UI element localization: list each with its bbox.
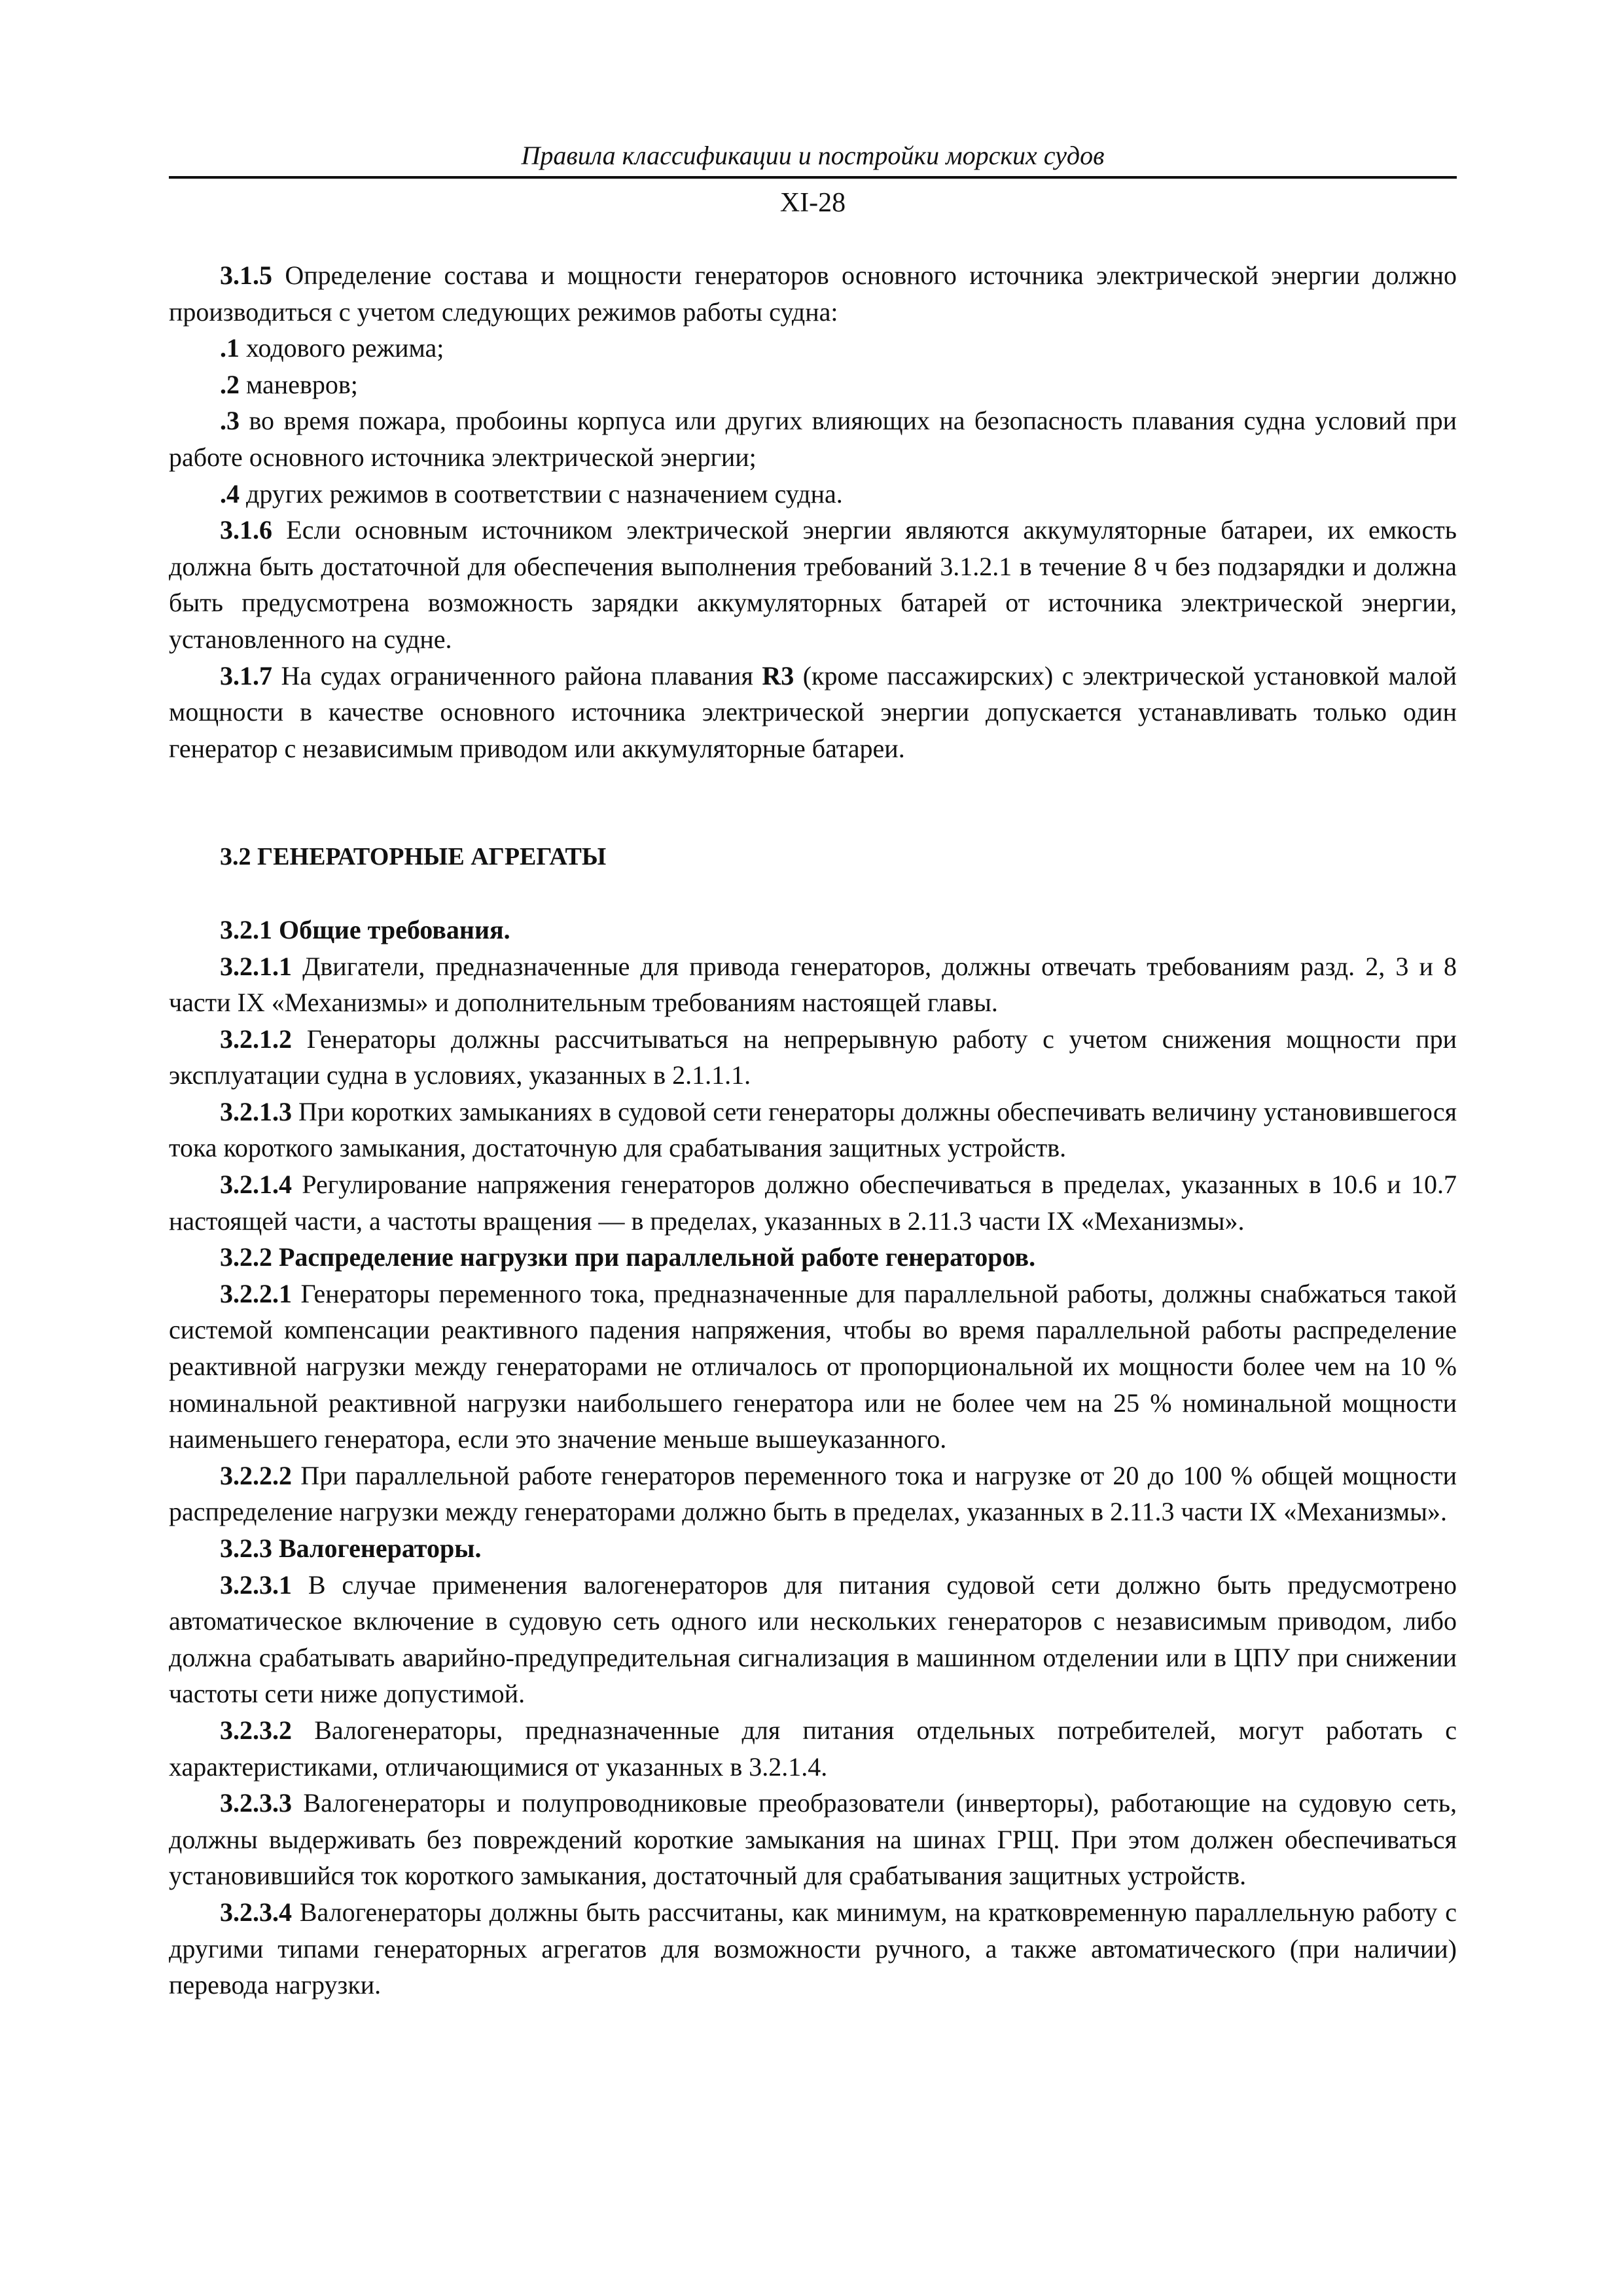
running-header-title: Правила классификации и постройки морских судов bbox=[521, 141, 1105, 170]
item-text: других режимов в соответствии с назначением судна. bbox=[240, 478, 843, 509]
subsection-heading-3-2-2: 3.2.2 Распределение нагрузки при параллельной работе генераторов. bbox=[220, 1242, 1036, 1272]
section-heading: 3.2 ГЕНЕРАТОРНЫЕ АГРЕГАТЫ bbox=[220, 843, 607, 871]
clause-text: (кроме пассажирских) с электрической установкой малой мощности в качестве основного источника электрической энергии допускается устанавливать только один генератор с независимым приводом или аккумуляторные батареи. bbox=[169, 660, 1457, 763]
spacer bbox=[169, 876, 1457, 912]
subsection-heading-3-2-3: 3.2.3 Валогенераторы. bbox=[220, 1534, 482, 1563]
clause-number: 3.2.3.4 bbox=[220, 1897, 292, 1927]
list-item bbox=[169, 330, 1457, 367]
paragraph-3-1-5 bbox=[169, 257, 1457, 330]
navigation-area-code: R3 bbox=[762, 660, 794, 691]
item-number: .1 bbox=[220, 333, 240, 363]
paragraph-3-2-1-1 bbox=[169, 948, 1457, 1021]
clause-number: 3.2.1.2 bbox=[220, 1024, 292, 1054]
subsection-heading-3-2-1: 3.2.1 Общие требования. bbox=[220, 914, 510, 944]
item-number: .3 bbox=[220, 406, 240, 436]
clause-text: Генераторы должны рассчитываться на непрерывную работу с учетом снижения мощности при эксплуатации судна в условиях, указанных в 2.1.1.1. bbox=[169, 1024, 1457, 1090]
list-item bbox=[169, 367, 1457, 403]
paragraph-3-2-1-4 bbox=[169, 1166, 1457, 1239]
clause-text: Определение состава и мощности генераторов основного источника электрической энергии должно производиться с учетом следующих режимов работы судна: bbox=[169, 260, 1457, 327]
paragraph-3-1-6 bbox=[169, 512, 1457, 657]
clause-text: Валогенераторы и полупроводниковые преобразователи (инверторы), работающие на судовую сеть, должны выдерживать без повреждений короткие замыкания на шинах ГРЩ. При этом должен обеспечиваться установившийся ток короткого замыкания, достаточный для срабатывания защитных устройств. bbox=[169, 1788, 1457, 1891]
paragraph-3-2-3-1 bbox=[169, 1567, 1457, 1712]
clause-text: На судах ограниченного района плавания bbox=[272, 660, 762, 691]
paragraph-3-2-1-2 bbox=[169, 1021, 1457, 1094]
clause-text: Двигатели, предназначенные для привода генераторов, должны отвечать требованиям разд. 2, 3 и 8 части IX «Механизмы» и дополнительным требованиям настоящей главы. bbox=[169, 951, 1457, 1018]
clause-text: При коротких замыканиях в судовой сети генераторы должны обеспечивать величину установившегося тока короткого замыкания, достаточную для срабатывания защитных устройств. bbox=[169, 1096, 1457, 1163]
item-text: во время пожара, пробоины корпуса или других влияющих на безопасность плавания судна условий при работе основного источника электрической энергии; bbox=[169, 406, 1457, 472]
paragraph-3-1-7 bbox=[169, 658, 1457, 767]
clause-number: 3.2.3.2 bbox=[220, 1715, 292, 1745]
paragraph-3-2-3-4 bbox=[169, 1894, 1457, 2003]
clause-text: Валогенераторы, предназначенные для питания отдельных потребителей, могут работать с характеристиками, отличающимися от указанных в 3.2.1.4. bbox=[169, 1715, 1457, 1782]
clause-number: 3.2.3.3 bbox=[220, 1788, 292, 1818]
paragraph-3-2-1-3 bbox=[169, 1094, 1457, 1166]
item-number: .2 bbox=[220, 369, 240, 399]
item-text: маневров; bbox=[240, 369, 358, 399]
paragraph-3-2-3-2 bbox=[169, 1712, 1457, 1785]
clause-number: 3.2.2.1 bbox=[220, 1278, 292, 1308]
clause-text: Генераторы переменного тока, предназначенные для параллельной работы, должны снабжаться такой системой компенсации реактивного падения напряжения, чтобы во время параллельной работы распределение реактивной нагрузки между генераторами не отличалось от пропорциональной их мощности более чем на 10 % номинальной реактивной нагрузки наибольшего генератора или не более чем на 25 % номинальной мощности наименьшего генератора, если это значение меньше вышеуказанного. bbox=[169, 1278, 1457, 1454]
paragraph-3-2-2-1 bbox=[169, 1276, 1457, 1458]
clause-text: Валогенераторы должны быть рассчитаны, как минимум, на кратковременную параллельную работу с другими типами генераторных агрегатов для возможности ручного, а также автоматического (при наличии) перевода нагрузки. bbox=[169, 1897, 1457, 2000]
list-item bbox=[169, 476, 1457, 512]
clause-number: 3.2.1.1 bbox=[220, 951, 292, 981]
clause-text: В случае применения валогенераторов для питания судовой сети должно быть предусмотрено автоматическое включение в судовую сеть одного или нескольких генераторов с независимым приводом, либо должна срабатывать аварийно-предупредительная сигнализация в машинном отделении или в ЦПУ при снижении частоты сети ниже допустимой. bbox=[169, 1570, 1457, 1709]
list-item bbox=[169, 403, 1457, 475]
page-number: XI-28 bbox=[779, 188, 846, 218]
item-text: ходового режима; bbox=[240, 333, 444, 363]
clause-number: 3.2.1.4 bbox=[220, 1170, 292, 1200]
document-body bbox=[169, 257, 1457, 2003]
clause-number: 3.1.7 bbox=[220, 660, 272, 691]
clause-text: Если основным источником электрической энергии являются аккумуляторные батареи, их емкость должна быть достаточной для обеспечения выполнения требований 3.1.2.1 в течение 8 ч без подзарядки и должна быть предусмотрена возможность зарядки аккумуляторных батарей от источника электрической энергии, установленного на судне. bbox=[169, 515, 1457, 654]
paragraph-3-2-3-3 bbox=[169, 1785, 1457, 1894]
clause-number: 3.2.1.3 bbox=[220, 1096, 292, 1126]
item-number: .4 bbox=[220, 478, 240, 509]
clause-number: 3.2.2.2 bbox=[220, 1460, 292, 1490]
paragraph-3-2-2-2 bbox=[169, 1458, 1457, 1530]
clause-number: 3.1.6 bbox=[220, 515, 272, 545]
header-rule bbox=[169, 176, 1457, 179]
clause-number: 3.2.3.1 bbox=[220, 1570, 292, 1600]
clause-text: Регулирование напряжения генераторов должно обеспечиваться в пределах, указанных в 10.6 и 10.7 настоящей части, а частоты вращения — в пределах, указанных в 2.11.3 части IX «Механизмы». bbox=[169, 1170, 1457, 1236]
spacer bbox=[169, 766, 1457, 839]
clause-text: При параллельной работе генераторов переменного тока и нагрузке от 20 до 100 % общей мощности распределение нагрузки между генераторами должно быть в пределах, указанных в 2.11.3 части IX «Механизмы». bbox=[169, 1460, 1457, 1527]
clause-number: 3.1.5 bbox=[220, 260, 272, 290]
